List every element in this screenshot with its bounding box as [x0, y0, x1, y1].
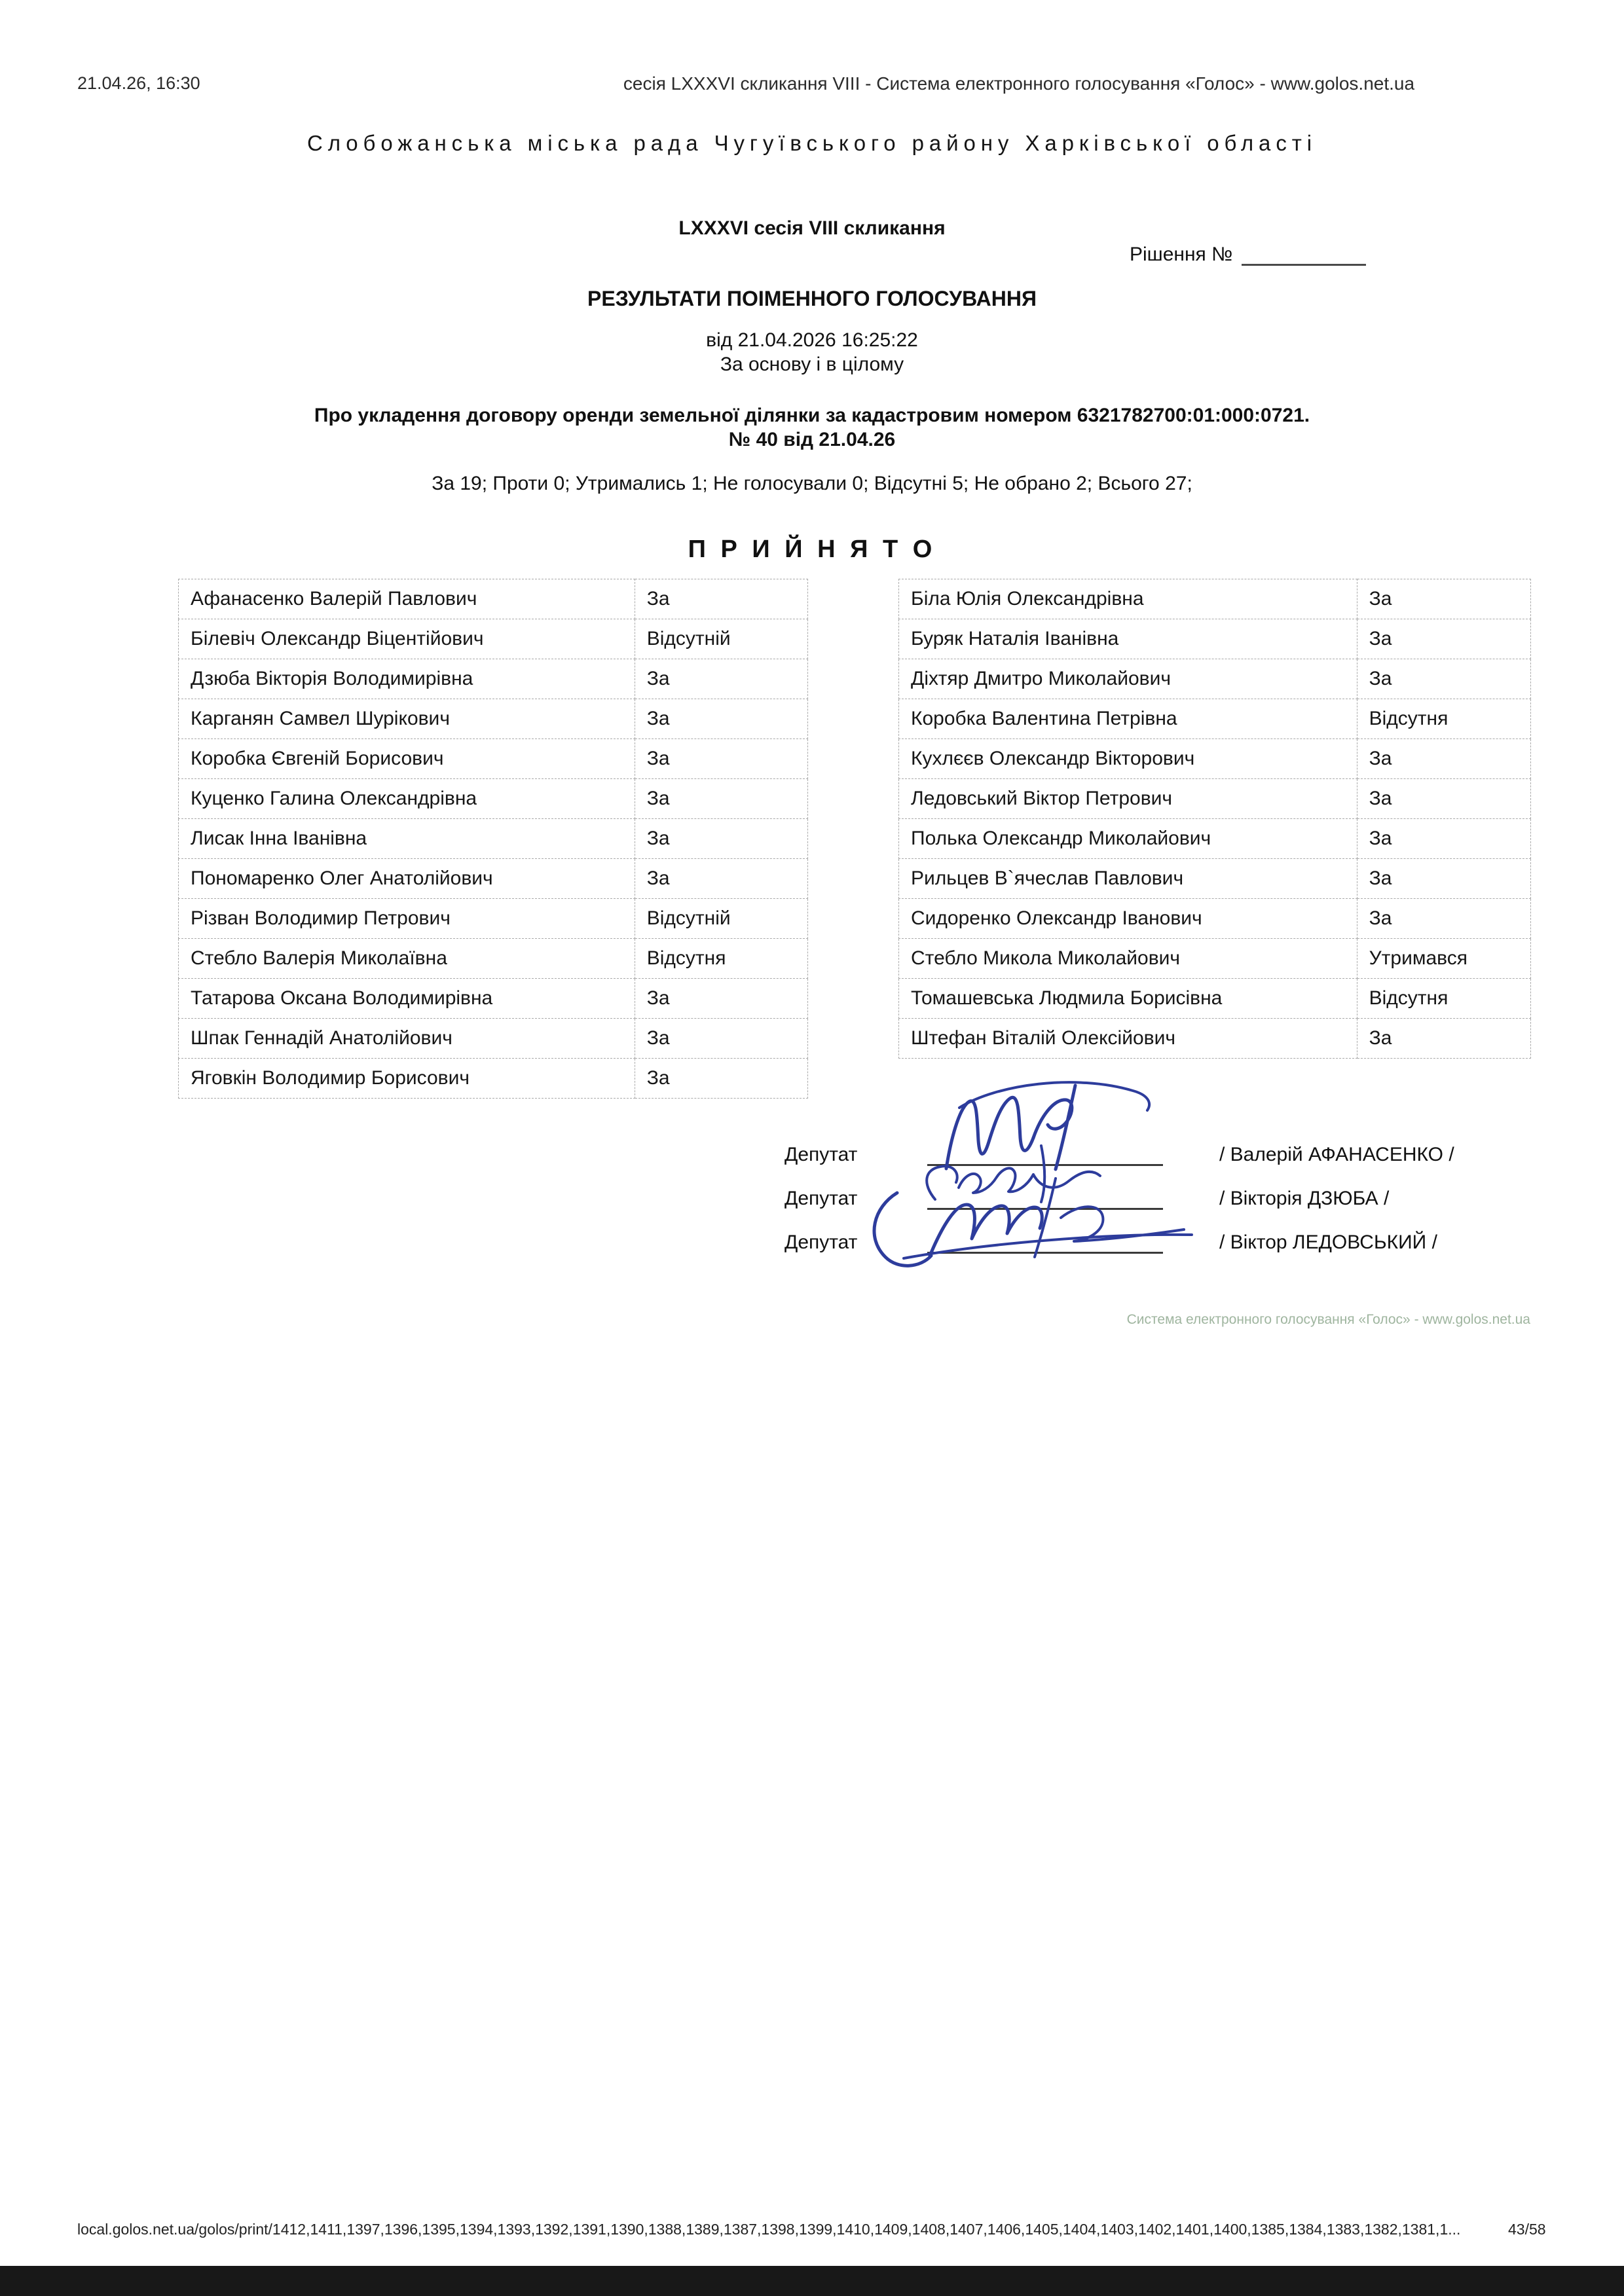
signature-line — [927, 1184, 1163, 1210]
deputy-name: Пономаренко Олег Анатолійович — [179, 859, 635, 899]
vote-value: Відсутній — [635, 899, 807, 939]
vote-value: За — [635, 699, 807, 739]
print-footer-url: local.golos.net.ua/golos/print/1412,1411,1397,1396,1395,1394,1393,1392,1391,1390,1388,1389,1387,1398,1399,1410,1409,1408,1407,1406,1405,1404,1403,1402,1401,1400,1385,1384,1383,1382,1381,1... — [77, 2221, 1461, 2238]
table-row — [179, 1059, 808, 1099]
vote-basis: За основу і в цілому — [720, 354, 904, 375]
vote-datetime: від 21.04.2026 16:25:22 — [706, 329, 918, 351]
table-row — [899, 659, 1531, 699]
vote-value: Відсутня — [1357, 699, 1530, 739]
vote-value: За — [1357, 739, 1530, 779]
signature-deputy-name: / Віктор ЛЕДОВСЬКИЙ / — [1219, 1231, 1437, 1253]
signature-role-label: Депутат — [784, 1231, 858, 1253]
vote-value: Відсутня — [635, 939, 807, 979]
deputy-name: Шпак Геннадій Анатолійович — [179, 1019, 635, 1059]
signature-deputy-name: / Вікторія ДЗЮБА / — [1219, 1188, 1390, 1209]
council-title: Слобожанська міська рада Чугуївського району Харківської області — [306, 131, 1318, 155]
deputy-name: Куценко Галина Олександрівна — [179, 779, 635, 819]
vote-result: П Р И Й Н Я Т О — [688, 536, 936, 563]
deputy-name: Біла Юлія Олександрівна — [899, 579, 1357, 619]
deputy-name: Лисак Інна Іванівна — [179, 819, 635, 859]
table-row — [179, 739, 808, 779]
signature-line — [927, 1140, 1163, 1166]
deputy-name: Кухлєєв Олександр Вікторович — [899, 739, 1357, 779]
signature-row — [784, 1140, 1454, 1166]
print-footer-page-number: 43/58 — [1508, 2221, 1546, 2238]
deputy-name: Штефан Віталій Олексійович — [899, 1019, 1357, 1059]
table-row — [179, 1019, 808, 1059]
table-row — [179, 979, 808, 1019]
deputy-name: Ледовський Віктор Петрович — [899, 779, 1357, 819]
print-header-datetime: 21.04.26, 16:30 — [77, 73, 200, 93]
table-row — [899, 939, 1531, 979]
deputy-name: Коробка Євгеній Борисович — [179, 739, 635, 779]
table-row — [179, 779, 808, 819]
vote-value: За — [635, 1059, 807, 1099]
table-row — [179, 699, 808, 739]
vote-value: За — [1357, 579, 1530, 619]
vote-value: За — [635, 1019, 807, 1059]
signature-line — [927, 1228, 1163, 1254]
decision-number-blank — [1242, 244, 1366, 266]
deputy-name: Яговкін Володимир Борисович — [179, 1059, 635, 1099]
table-row — [899, 739, 1531, 779]
handwritten-signatures — [825, 1048, 1218, 1309]
table-row — [899, 819, 1531, 859]
table-row — [179, 819, 808, 859]
table-row — [179, 899, 808, 939]
vote-totals: За 19; Проти 0; Утримались 1; Не голосували 0; Відсутні 5; Не обрано 2; Всього 27; — [432, 473, 1192, 494]
deputy-name: Різван Володимир Петрович — [179, 899, 635, 939]
vote-value: За — [635, 739, 807, 779]
deputy-name: Білевіч Олександр Віцентійович — [179, 619, 635, 659]
signature-role-label: Депутат — [784, 1144, 858, 1165]
votes-table-left — [178, 579, 808, 1099]
deputy-name: Рильцев В`ячеслав Павлович — [899, 859, 1357, 899]
table-row — [179, 659, 808, 699]
vote-value: За — [635, 659, 807, 699]
deputy-name: Сидоренко Олександр Іванович — [899, 899, 1357, 939]
signature-role-label: Депутат — [784, 1188, 858, 1209]
table-row — [899, 979, 1531, 1019]
vote-value: За — [635, 779, 807, 819]
vote-value: Утримався — [1357, 939, 1530, 979]
deputy-name: Діхтяр Дмитро Миколайович — [899, 659, 1357, 699]
table-row — [179, 579, 808, 619]
table-row — [899, 699, 1531, 739]
signature-row — [784, 1184, 1389, 1210]
signature-row — [784, 1228, 1437, 1254]
deputy-name: Стебло Микола Миколайович — [899, 939, 1357, 979]
deputy-name: Карганян Самвел Шурікович — [179, 699, 635, 739]
vote-value: За — [1357, 1019, 1530, 1059]
table-row — [899, 779, 1531, 819]
table-row — [899, 619, 1531, 659]
signature-ink-1 — [959, 1082, 1149, 1110]
decision-number-label: Рішення № — [1130, 244, 1233, 265]
signature-deputy-name: / Валерій АФАНАСЕНКО / — [1219, 1144, 1454, 1165]
vote-value: Відсутній — [635, 619, 807, 659]
session-title: LXXXVI сесія VIII скликання — [678, 217, 946, 239]
vote-value: За — [635, 819, 807, 859]
table-row — [179, 939, 808, 979]
vote-value: За — [635, 579, 807, 619]
vote-value: За — [1357, 779, 1530, 819]
vote-value: За — [1357, 859, 1530, 899]
vote-value: За — [1357, 899, 1530, 939]
deputy-name: Афанасенко Валерій Павлович — [179, 579, 635, 619]
bottom-bar — [0, 2266, 1624, 2296]
deputy-name: Томашевська Людмила Борисівна — [899, 979, 1357, 1019]
document-title: РЕЗУЛЬТАТИ ПОІМЕННОГО ГОЛОСУВАННЯ — [587, 287, 1037, 310]
system-watermark: Система електронного голосування «Голос» - www.golos.net.ua — [1126, 1312, 1530, 1327]
table-row — [899, 899, 1531, 939]
print-header-title: сесія LXXXVI скликання VIII - Система електронного голосування «Голос» - www.golos.net.ua — [623, 73, 1415, 94]
deputy-name: Стебло Валерія Миколаївна — [179, 939, 635, 979]
vote-value: За — [1357, 619, 1530, 659]
table-row — [899, 579, 1531, 619]
table-row — [899, 1019, 1531, 1059]
deputy-name: Коробка Валентина Петрівна — [899, 699, 1357, 739]
decision-number-line — [1130, 244, 1366, 266]
vote-value: За — [1357, 659, 1530, 699]
table-row — [179, 859, 808, 899]
vote-value: За — [635, 859, 807, 899]
deputy-name: Татарова Оксана Володимирівна — [179, 979, 635, 1019]
deputy-name: Буряк Наталія Іванівна — [899, 619, 1357, 659]
table-row — [179, 619, 808, 659]
votes-table-right — [898, 579, 1531, 1059]
deputy-name: Полька Олександр Миколайович — [899, 819, 1357, 859]
vote-value: За — [1357, 819, 1530, 859]
vote-subject: Про укладення договору оренди земельної ділянки за кадастровим номером 6321782700:01:000:0721. — [314, 405, 1310, 426]
deputy-name: Дзюба Вікторія Володимирівна — [179, 659, 635, 699]
vote-value: За — [635, 979, 807, 1019]
vote-value: Відсутня — [1357, 979, 1530, 1019]
table-row — [899, 859, 1531, 899]
vote-subject-number: № 40 від 21.04.26 — [728, 429, 896, 450]
